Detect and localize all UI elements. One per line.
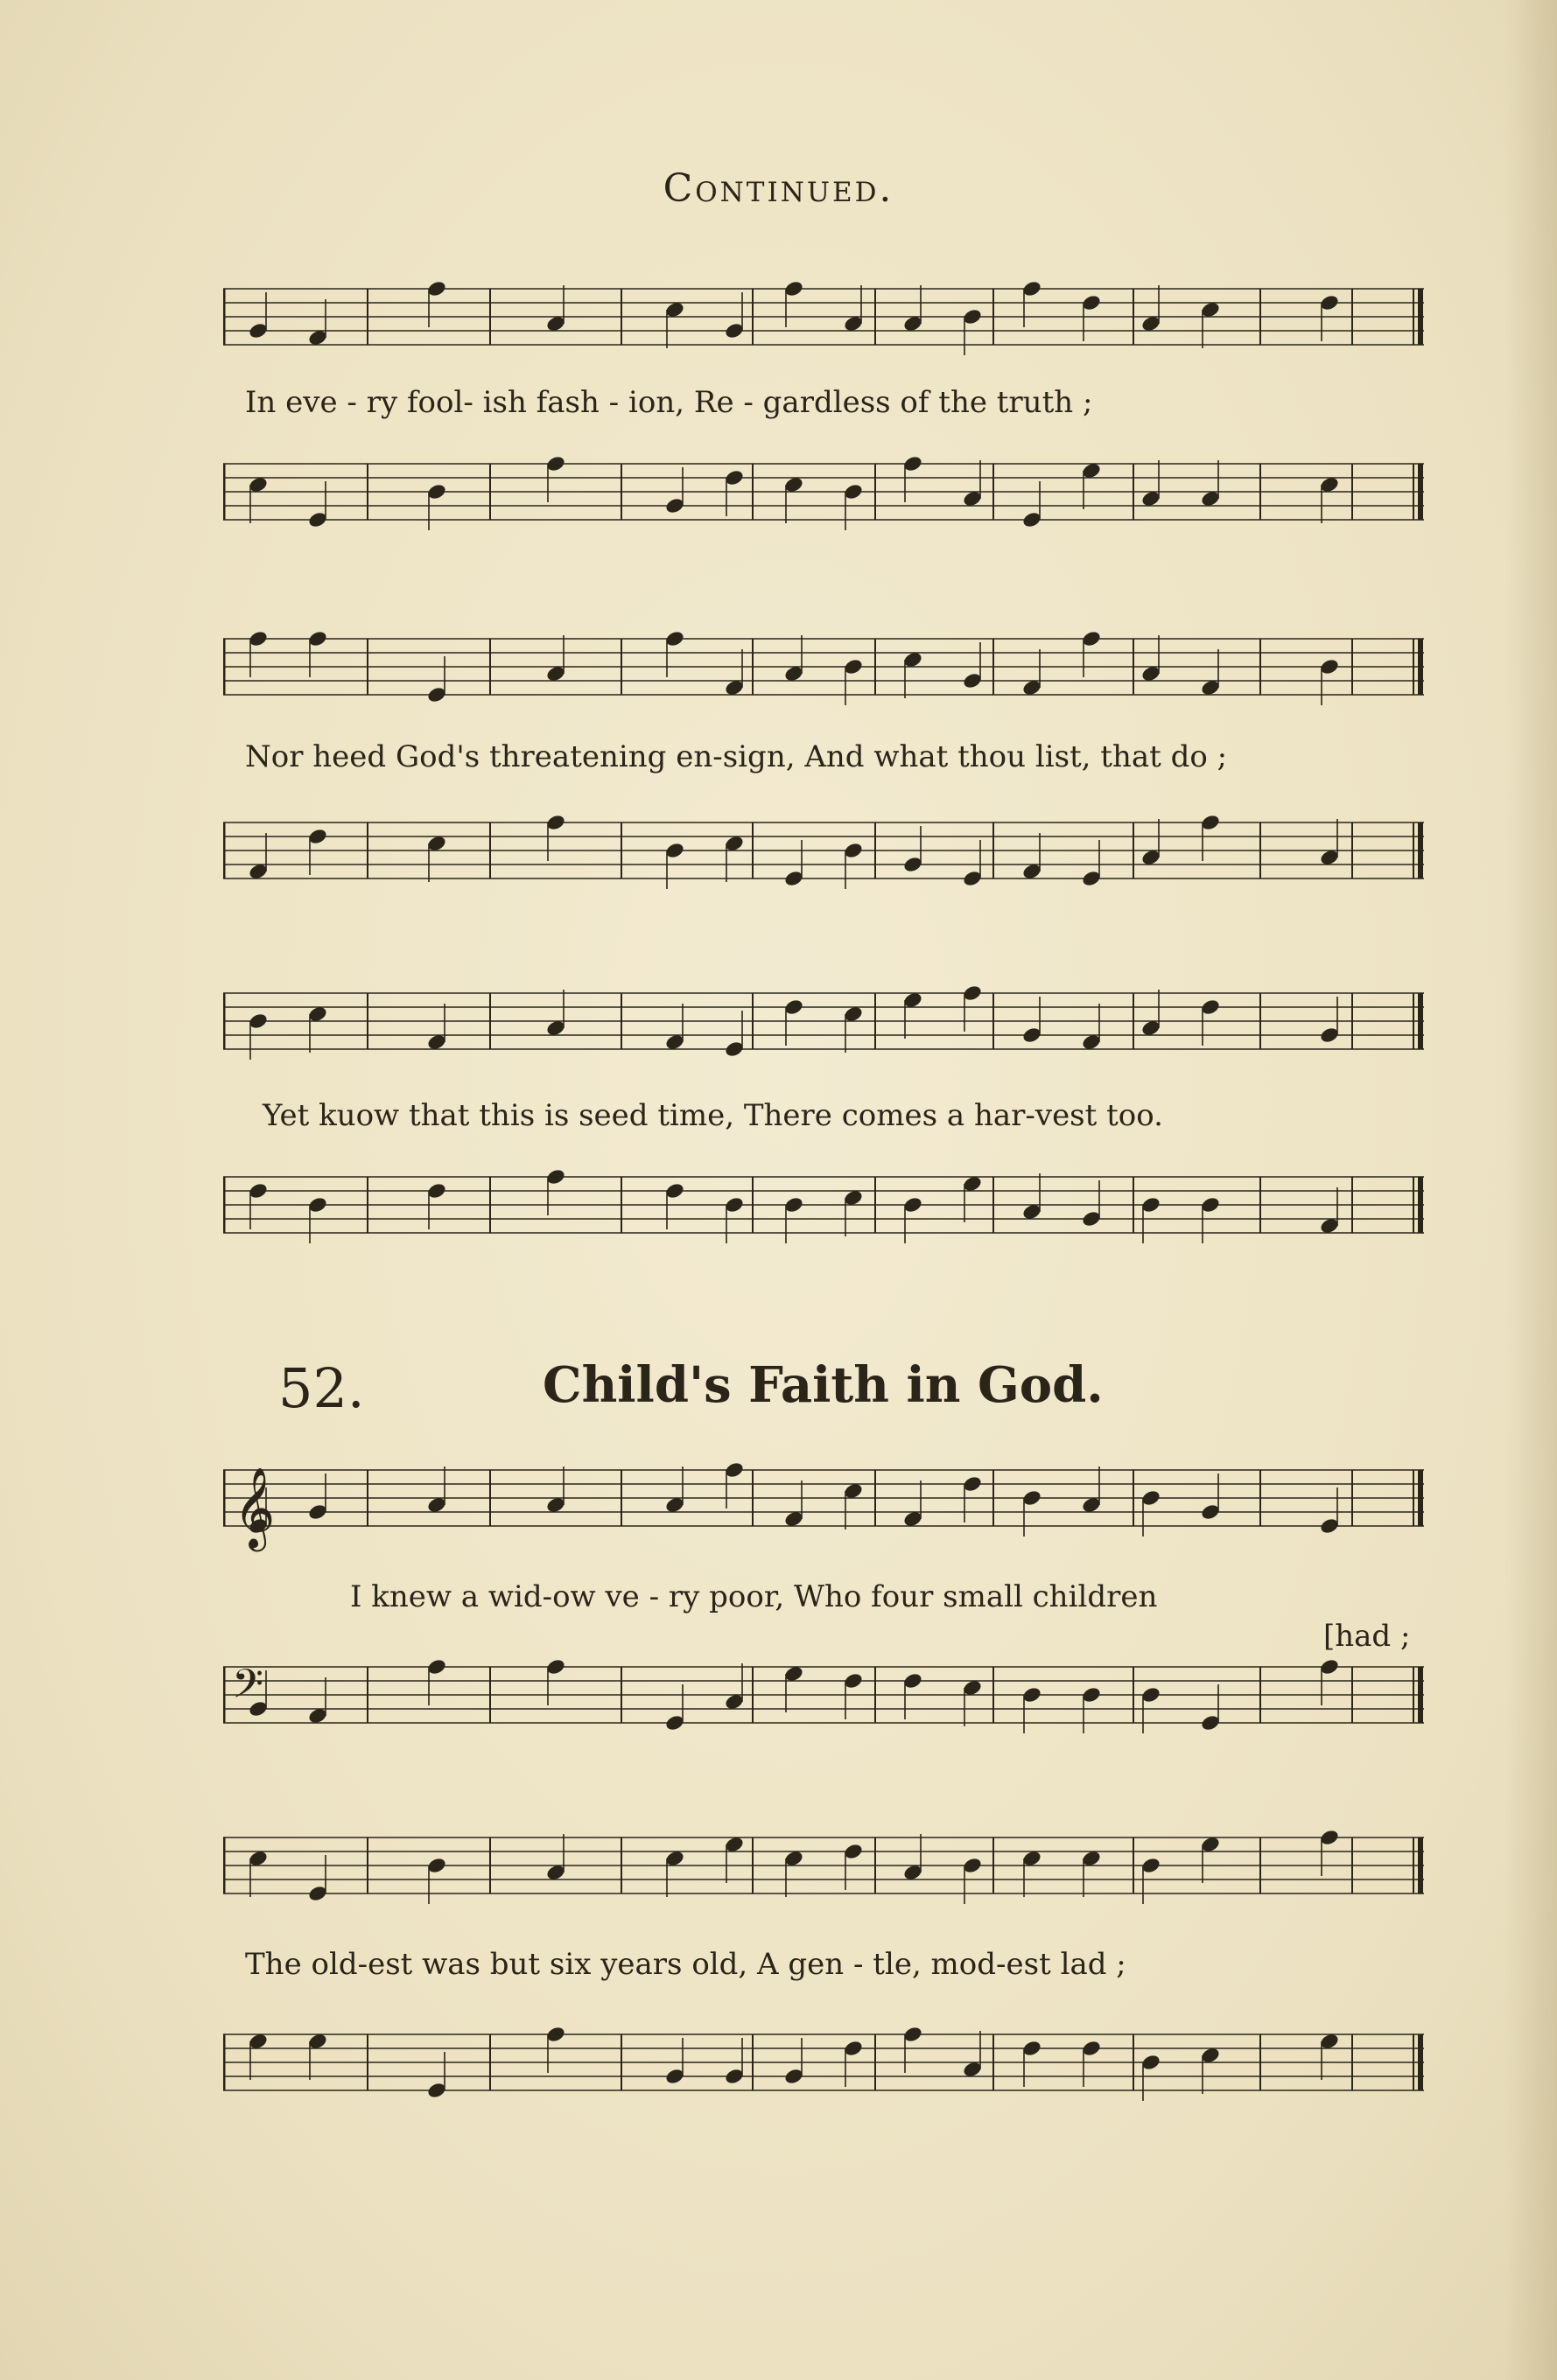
treble-clef-icon: 𝄞 xyxy=(234,1466,276,1548)
lyric-line: In eve - ry fool- ish fash - ion, Re - gardless of the truth ; xyxy=(245,385,1093,420)
lyric-line: Yet kuow that this is seed time, There comes a har-vest too. xyxy=(263,1098,1163,1133)
music-staff-lower xyxy=(223,1168,1424,1256)
music-staff-lower xyxy=(223,455,1424,542)
music-staff-bass xyxy=(223,1658,1424,1746)
lyric-line: I knew a wid-ow ve - ry poor, Who four small children xyxy=(350,1579,1158,1614)
bass-clef-icon: 𝄢 xyxy=(232,1661,264,1718)
music-staff-upper xyxy=(223,280,1424,368)
music-staff-lower xyxy=(223,2026,1424,2113)
music-staff-upper xyxy=(223,1829,1424,1916)
music-staff-upper xyxy=(223,630,1424,718)
lyric-line: Nor heed God's threatening en-sign, And what thou list, that do ; xyxy=(245,739,1228,774)
hymn-title: Child's Faith in God. xyxy=(543,1356,1104,1414)
music-staff-treble xyxy=(223,1461,1424,1558)
page-heading: Continued. xyxy=(663,166,894,211)
lyric-line: The old-est was but six years old, A gen - tle, mod-est lad ; xyxy=(245,1947,1126,1982)
hymn-number: 52. xyxy=(278,1356,365,1420)
page-edge-shadow xyxy=(1504,0,1557,2380)
music-staff-upper xyxy=(223,984,1424,1072)
music-staff-lower xyxy=(223,814,1424,901)
lyric-wrap: [had ; xyxy=(1323,1619,1411,1654)
